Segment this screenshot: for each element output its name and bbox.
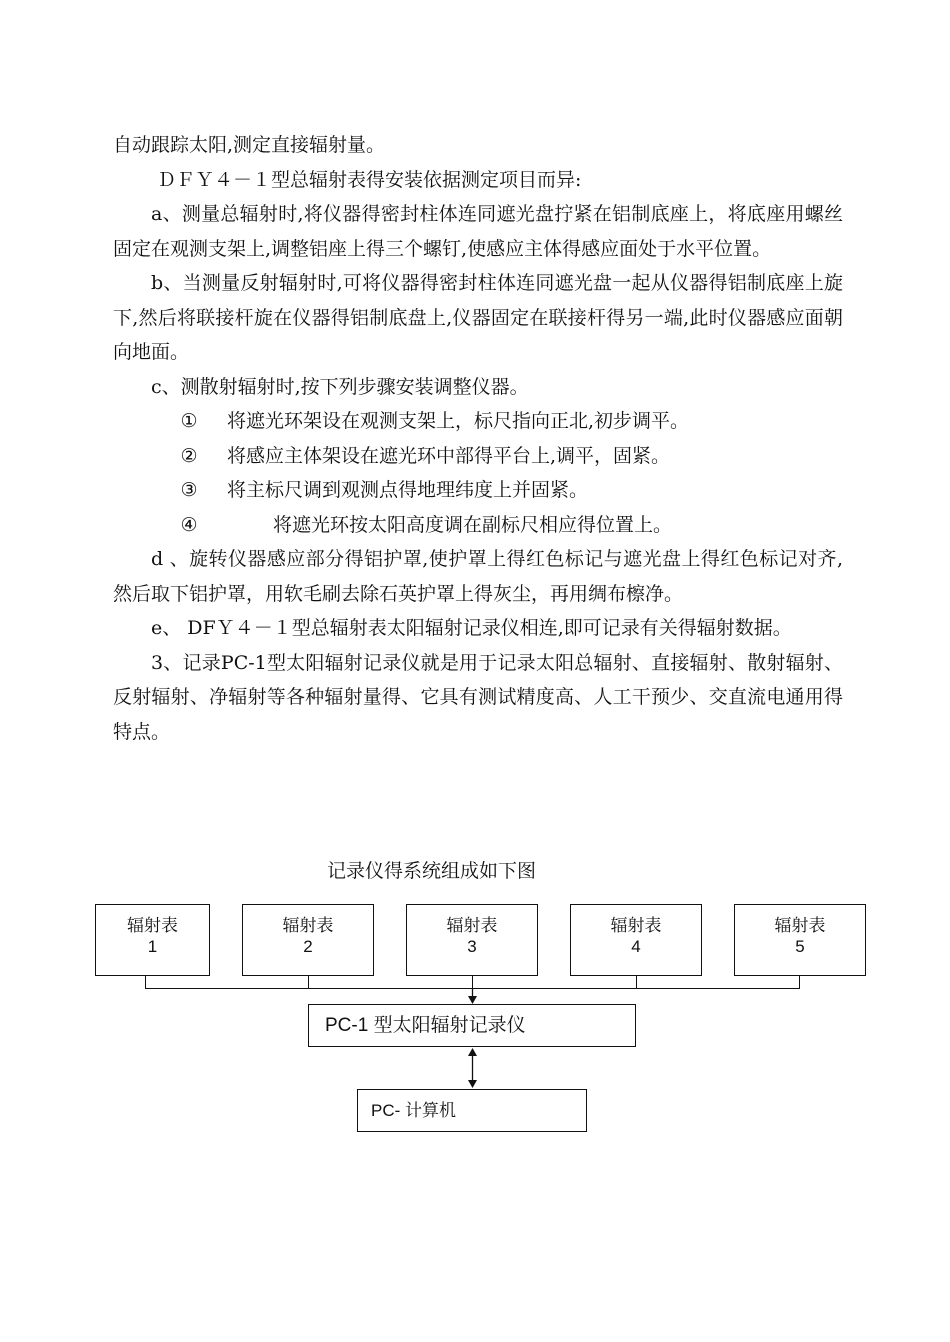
- connector-bus: [145, 988, 800, 989]
- radiometer-label: 辐射表: [610, 916, 662, 935]
- step-text: 将遮光环按太阳高度调在副标尺相应得位置上。: [273, 513, 673, 536]
- radiometer-number: 3: [467, 937, 477, 956]
- body-text: [113, 128, 843, 749]
- radiometer-number: 1: [147, 937, 158, 956]
- radiometer-box-2: [242, 904, 374, 976]
- step-number: ②: [180, 444, 198, 467]
- step-text: 将遮光环架设在观测支架上，标尺指向正北,初步调平。: [227, 410, 690, 432]
- radiometer-box-4: [570, 904, 702, 976]
- radiometer-label: 辐射表: [282, 916, 334, 935]
- down-arrow-icon: [468, 1080, 477, 1088]
- paragraph: c、测散射辐射时,按下列步骤安装调整仪器。: [151, 375, 529, 398]
- paragraph: ＤＦＹ４－１型总辐射表得安装依据测定项目而异:: [157, 168, 582, 191]
- radiometer-label: 辐射表: [127, 916, 178, 935]
- paragraph: d 、旋转仪器感应部分得铝护罩,使护罩上得红色标记与遮光盘上得红色标记对齐,然后取下铝护罩，用软毛刷去除石英护罩上得灰尘，再用绸布檫净。: [113, 548, 843, 605]
- paragraph: 3、记录PC-1型太阳辐射记录仪就是用于记录太阳总辐射、直接辐射、散射辐射、反射辐射、净辐射等各种辐射量得、它具有测试精度高、人工干预少、交直流电通用得特点。: [113, 651, 843, 743]
- step-item: [175, 508, 843, 543]
- radiometer-box-1: [95, 904, 210, 976]
- radiometer-label: 辐射表: [774, 916, 826, 935]
- step-text: 将感应主体架设在遮光环中部得平台上,调平，固紧。: [227, 444, 671, 467]
- radiometer-box-5: [734, 904, 866, 976]
- radiometer-box-3: [406, 904, 538, 976]
- paragraph: b、当测量反射辐射时,可将仪器得密封柱体连同遮光盘一起从仪器得铝制底座上旋下,然后将联接杆旋在仪器得铝制底盘上,仪器固定在联接杆得另一端,此时仪器感应面朝向地面。: [113, 272, 843, 363]
- computer-box: PC- 计算机: [357, 1089, 587, 1132]
- step-number: ④: [180, 513, 198, 536]
- step-item: [175, 404, 843, 439]
- diagram-caption: 记录仪得系统组成如下图: [327, 860, 537, 882]
- step-item: [175, 473, 843, 508]
- paragraph: e、 DFＹ４－１型总辐射表太阳辐射记录仪相连,即可记录有关得辐射数据。: [151, 617, 792, 639]
- step-item: [175, 439, 843, 474]
- radiometer-label: 辐射表: [446, 916, 498, 935]
- step-number: ①: [180, 410, 198, 432]
- paragraph: a、测量总辐射时,将仪器得密封柱体连同遮光盘拧紧在铝制底座上，将底座用螺丝固定在观测支架上,调整铝座上得三个螺钉,使感应主体得感应面处于水平位置。: [113, 203, 843, 260]
- up-arrow-icon: [468, 1048, 477, 1056]
- radiometer-number: 2: [303, 937, 313, 956]
- recorder-box: PC-1 型太阳辐射记录仪: [308, 1004, 636, 1047]
- down-arrow-icon: [468, 996, 477, 1004]
- radiometer-number: 4: [631, 937, 641, 956]
- step-text: 将主标尺调到观测点得地理纬度上并固紧。: [227, 479, 589, 501]
- step-list: [113, 404, 843, 542]
- radiometer-number: 5: [795, 937, 805, 956]
- paragraph: 自动跟踪太阳,测定直接辐射量。: [113, 134, 386, 156]
- step-number: ③: [180, 479, 198, 501]
